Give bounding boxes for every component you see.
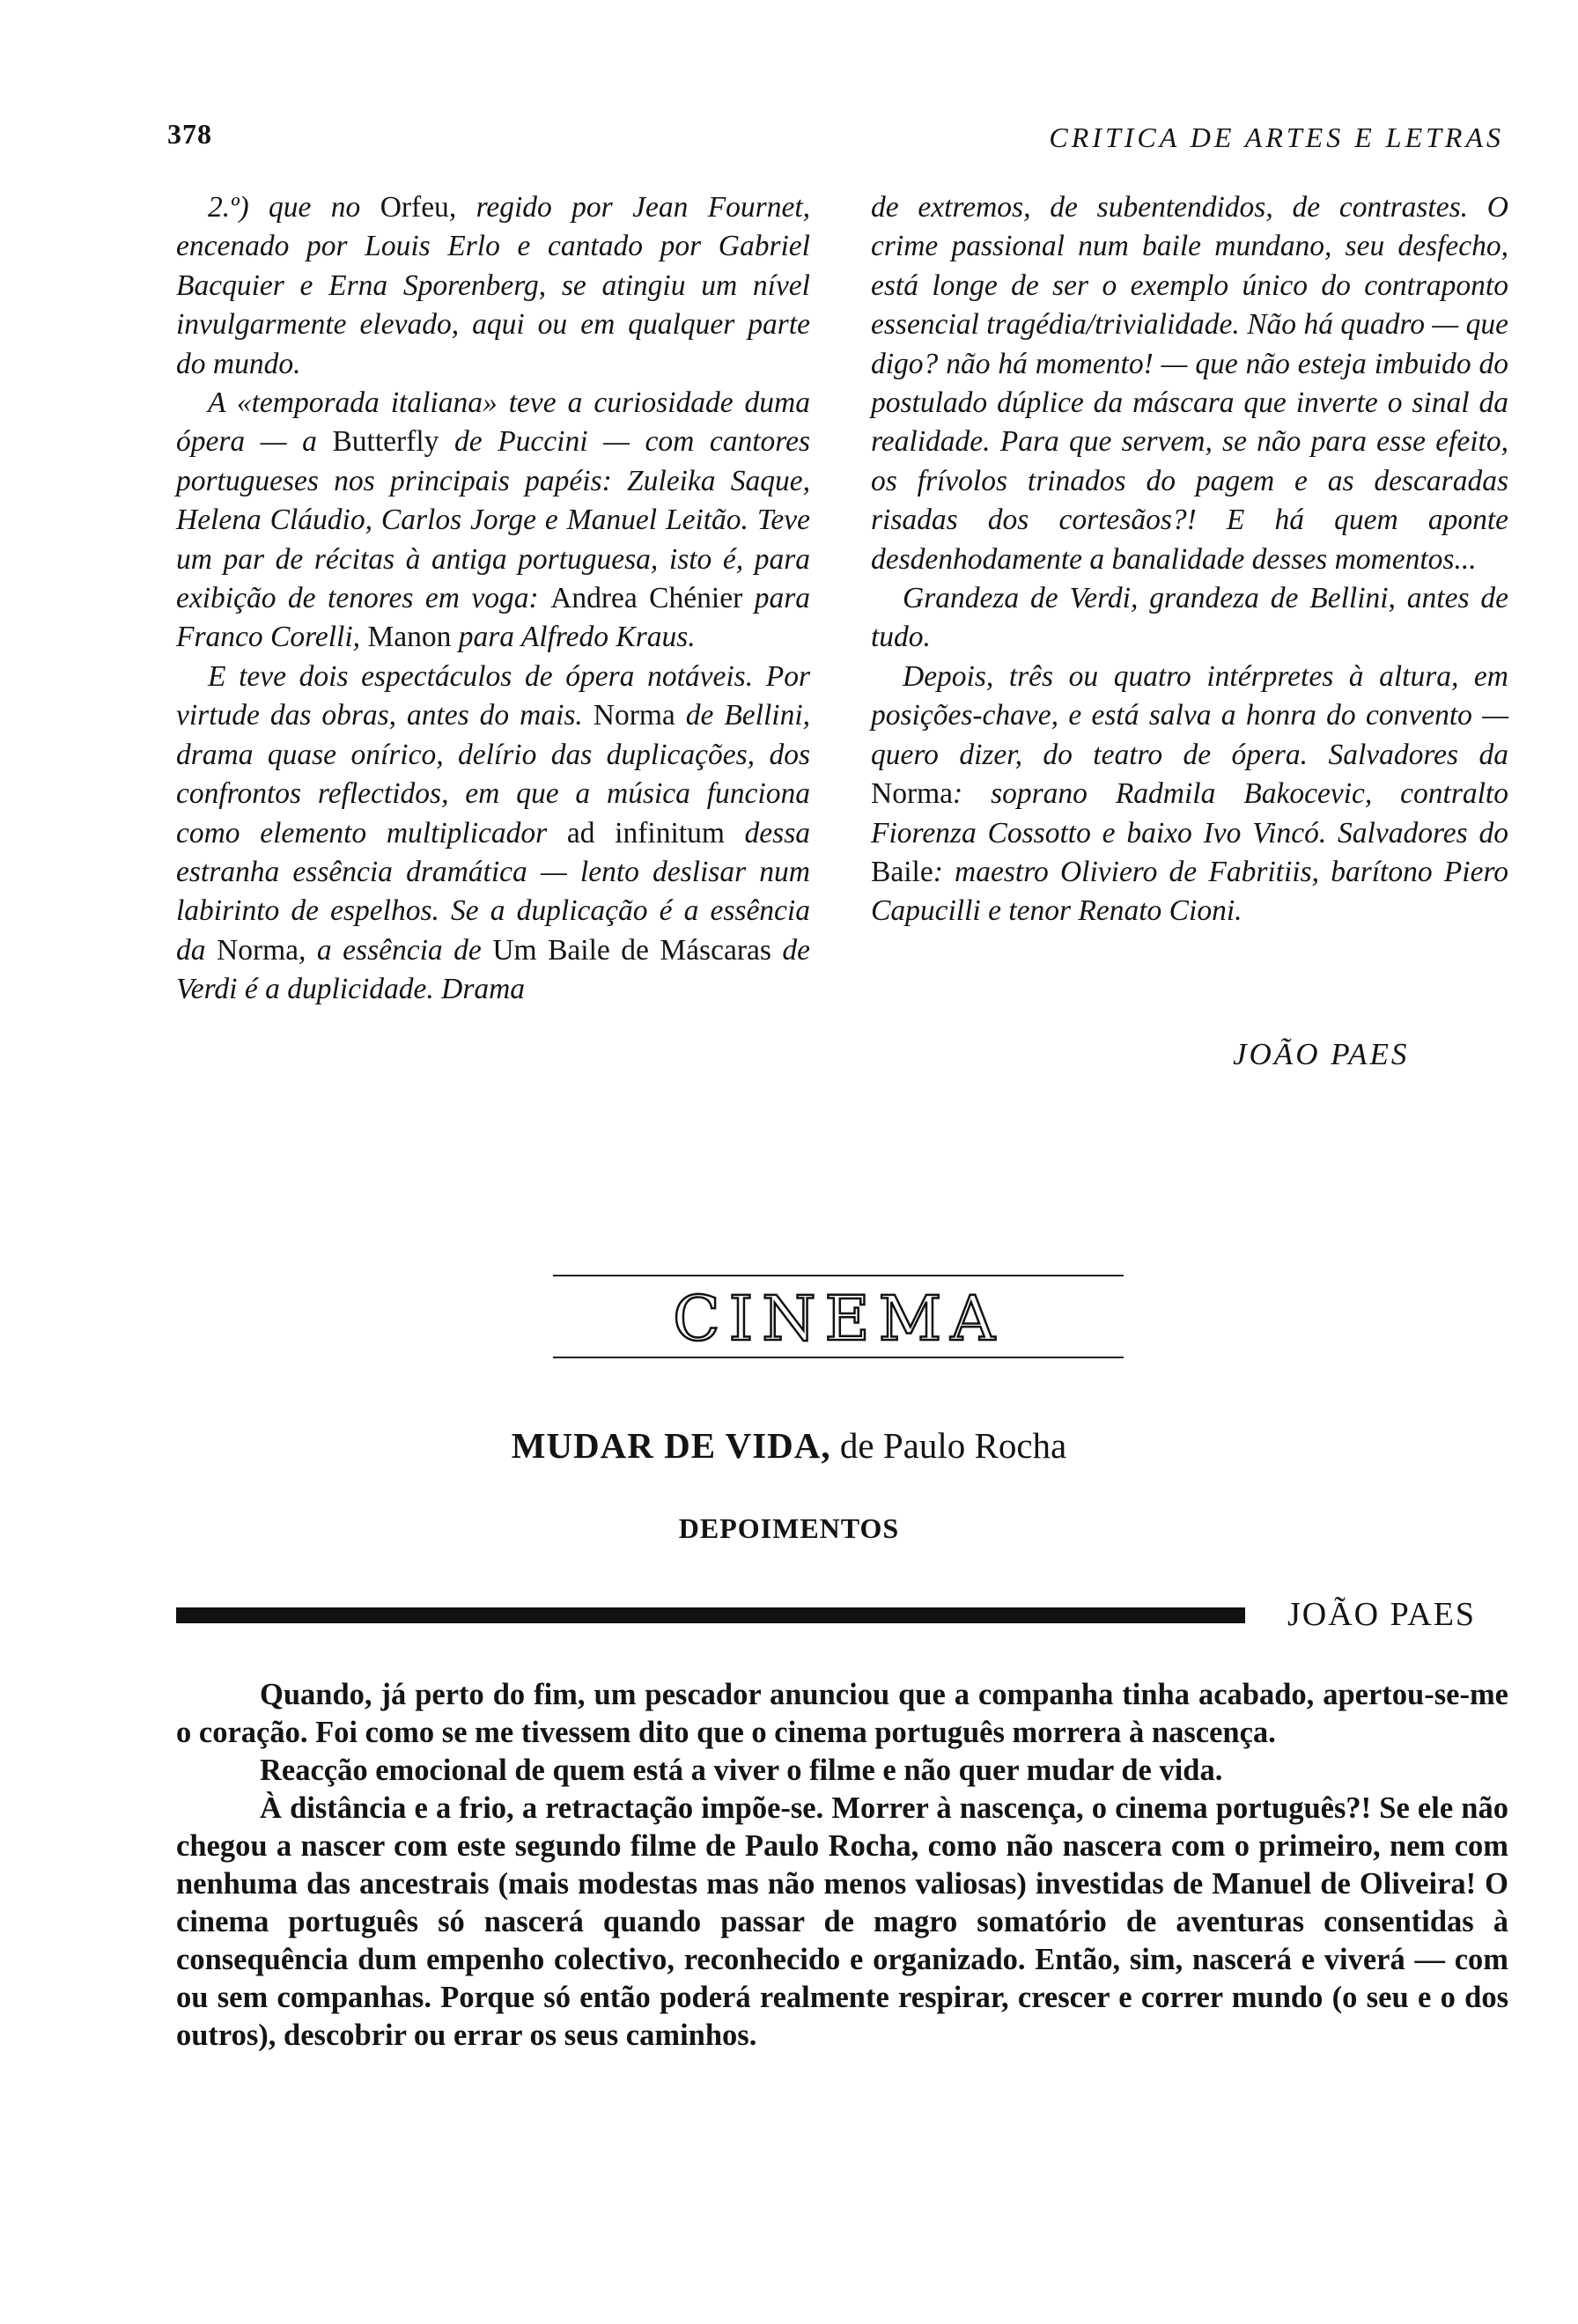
paragraph: Grandeza de Verdi, grandeza de Bellini, antes de tudo. [871,582,1508,654]
signature: JOÃO PAES [1233,1037,1410,1071]
article-body [176,1676,1508,2055]
subheading: DEPOIMENTOS [678,1512,900,1544]
right-column [871,188,1508,931]
paragraph: Reacção emocional de quem está a viver o filme e não quer mudar de vida. [260,1754,1223,1787]
page-number: 378 [167,118,212,150]
film-title: MUDAR DE VIDA, de Paulo Rocha [511,1425,1067,1466]
section-title: CINEMA [673,1283,1004,1355]
divider [553,1357,1124,1358]
paragraph: 2.º) que no Orfeu, regido por Jean Fournet, encenado por Louis Erlo e cantado por Gabriel Bacquier e Erna Sporenberg, se atingiu um nível invulgarmente elevado, aqui ou em qualquer parte do mundo. [176,191,811,380]
paragraph: Quando, já perto do fim, um pescador anunciou que a companha tinha acabado, apertou-se-me o coração. Foi como se me tivessem dito que o cinema português morrera à nascença. [176,1678,1508,1749]
paragraph: À distância e a frio, a retractação impõe-se. Morrer à nascença, o cinema português?! Se ele não chegou a nascer com este segundo filme de Paulo Rocha, como não nascera com o primeiro, nem com nenhuma das ancestrais (mais modestas mas não menos valiosas) investidas de Manuel de Oliveira! O cinema português só nascerá quando passar de magro somatório de aventuras consentidas à consequência dum empenho colectivo, reconhecido e organizado. Então, sim, nascerá e viverá — com ou sem companhas. Porque só então poderá realmente respirar, crescer e correr mundo (o seu e o dos outros), descobrir ou errar os seus caminhos. [176,1791,1508,2052]
paragraph: Depois, três ou quatro intérpretes à altura, em posições-chave, e está salva a honra do convento — quero dizer, do teatro de ópera. Salvadores da Norma: soprano Radmila Bakocevic, contralto Fiorenza Cossotto e baixo Ivo Vincó. Salvadores do Baile: maestro Oliviero de Fabritiis, barítono Piero Capucilli e tenor Renato Cioni. [871,659,1508,928]
paragraph: E teve dois espectáculos de ópera notáveis. Por virtude das obras, antes do mais. Norma de Bellini, drama quase onírico, delírio das duplicações, dos confrontos reflectidos, em que a música funciona como elemento multiplicador ad infinitum dessa estranha essência dramática — lento deslisar num labirinto de espelhos. Se a duplicação é a essência da Norma, a essência de Um Baile de Máscaras de Verdi é a duplicidade. Drama [176,659,811,1006]
byline: JOÃO PAES [1287,1596,1477,1633]
byline-bar [176,1607,1245,1623]
running-head: CRITICA DE ARTES E LETRAS [1049,121,1504,153]
divider [553,1275,1124,1276]
paragraph: de extremos, de subentendidos, de contrastes. O crime passional num baile mundano, seu desfecho, está longe de ser o exemplo único do contraponto essencial tragédia/trivialidade. Não há quadro — que digo? não há momento! — que não esteja imbuido do postulado dúplice da máscara que inverte o sinal da realidade. Para que servem, se não para esse efeito, os frívolos trinados do pagem e as descaradas risadas dos cortesãos?! E há quem aponte desdenhodamente a banalidade desses momentos... [871,191,1508,576]
paragraph: A «temporada italiana» teve a curiosidade duma ópera — a Butterfly de Puccini — com cantores portugueses nos principais papéis: Zuleika Saque, Helena Cláudio, Carlos Jorge e Manuel Leitão. Teve um par de récitas à antiga portuguesa, isto é, para exibição de tenores em voga: Andrea Chénier para Franco Corelli, Manon para Alfredo Kraus. [176,386,810,654]
left-column [176,188,810,1010]
